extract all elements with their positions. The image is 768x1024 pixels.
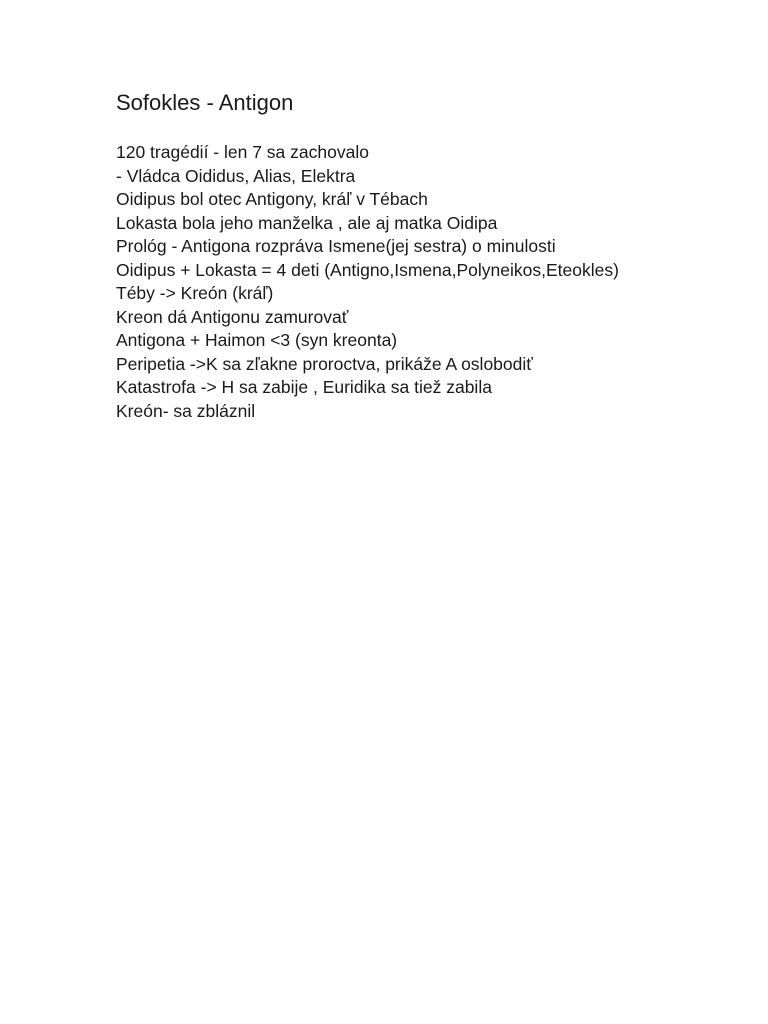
- text-line: - Vládca Oididus, Alias, Elektra: [116, 165, 356, 186]
- text-line: Oidipus + Lokasta = 4 deti (Antigno,Ismena,Polyneikos,Eteokles): [116, 259, 619, 280]
- text-line: Peripetia ->K sa zľakne proroctva, prikáže A oslobodiť: [116, 353, 533, 374]
- text-line: Prológ - Antigona rozpráva Ismene(jej sestra) o minulosti: [116, 236, 556, 256]
- text-line: Oidipus bol otec Antigony, kráľ v Tébach: [116, 189, 428, 209]
- text-line: Lokasta bola jeho manželka , ale aj matka Oidipa: [116, 212, 498, 233]
- text-line: Kreón- sa zbláznil: [116, 400, 256, 421]
- document-body: [116, 141, 619, 423]
- text-line: 120 tragédií - len 7 sa zachovalo: [116, 142, 369, 162]
- text-line: Katastrofa -> H sa zabije , Euridika sa tiež zabila: [116, 377, 492, 397]
- text-line: Téby -> Kreón (kráľ): [116, 283, 274, 303]
- text-line: Antigona + Haimon <3 (syn kreonta): [116, 330, 398, 350]
- text-line: Kreon dá Antigonu zamurovať: [116, 306, 349, 327]
- document-title: Sofokles - Antigon: [116, 90, 294, 115]
